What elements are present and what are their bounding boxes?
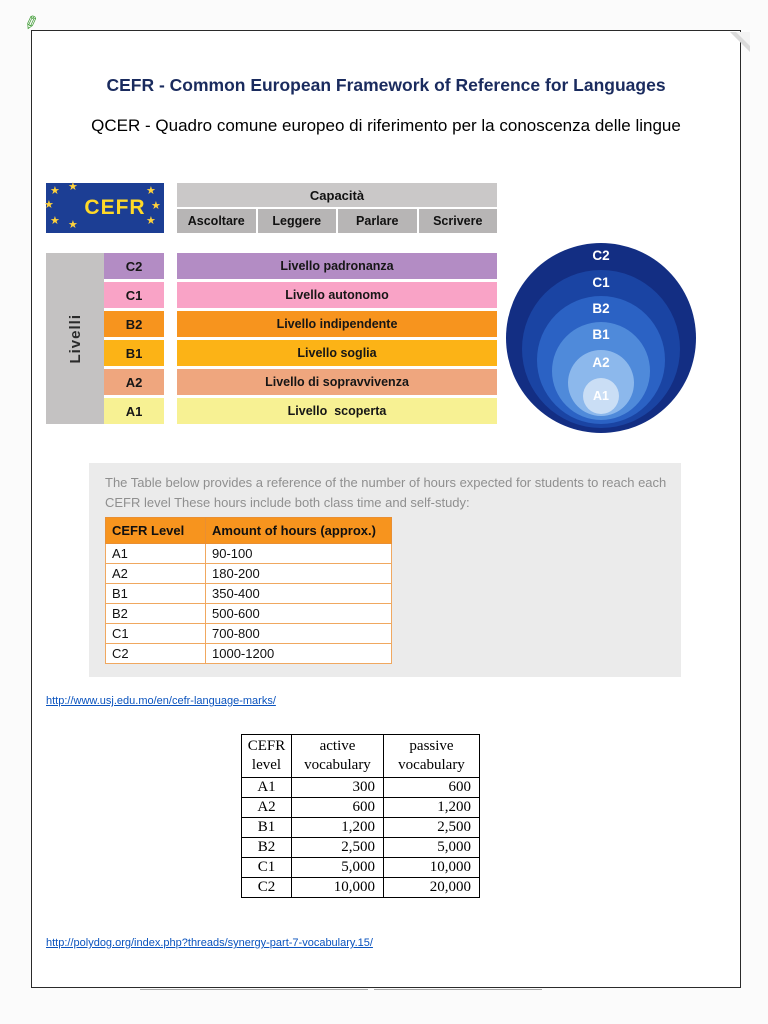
level-label: Livello indipendente (177, 311, 497, 337)
capacita-table (177, 183, 497, 233)
capacita-col-leggere: Leggere (258, 209, 337, 233)
ring-label: C2 (592, 248, 610, 263)
scan-artifact-line (374, 989, 542, 990)
hours-header-row (106, 518, 392, 544)
ring-label: A2 (592, 355, 610, 370)
vocab-cell: C1 (242, 857, 292, 877)
level-row (104, 369, 497, 395)
hours-cell: 180-200 (206, 564, 392, 584)
hours-row (106, 584, 392, 604)
star-icon: ★ (44, 199, 54, 211)
vocab-header-cell: CEFR level (242, 735, 292, 778)
vocab-row (242, 797, 480, 817)
vocab-row (242, 837, 480, 857)
star-icon: ★ (68, 181, 78, 193)
level-label: Livello soglia (177, 340, 497, 366)
hours-header-cell: Amount of hours (approx.) (206, 518, 392, 544)
vocab-cell: 10,000 (384, 857, 480, 877)
cefr-logo (46, 183, 164, 233)
hours-row (106, 544, 392, 564)
hours-row (106, 644, 392, 664)
vocab-cell: 1,200 (384, 797, 480, 817)
level-label: Livello di sopravvivenza (177, 369, 497, 395)
vocab-row (242, 857, 480, 877)
hours-row (106, 604, 392, 624)
star-icon: ★ (146, 185, 156, 197)
level-code: C2 (104, 253, 164, 279)
livelli-axis-label (46, 253, 104, 424)
vocab-cell: A1 (242, 777, 292, 797)
ring-label: C1 (592, 275, 610, 290)
vocab-header-row (242, 735, 480, 778)
hours-table (105, 517, 392, 664)
polydog-link[interactable]: http://polydog.org/index.php?threads/synergy-part-7-vocabulary.15/ (46, 937, 373, 949)
hours-panel (89, 463, 681, 677)
vocab-cell: 300 (292, 777, 384, 797)
vocab-cell: 20,000 (384, 877, 480, 897)
star-icon: ★ (146, 215, 156, 227)
level-label: Livello scoperta (177, 398, 497, 424)
star-icon: ★ (151, 200, 161, 212)
annotation-pen-icon: ✎ (20, 11, 42, 36)
vocab-cell: 2,500 (384, 817, 480, 837)
hours-row (106, 564, 392, 584)
hours-cell: B2 (106, 604, 206, 624)
star-icon: ★ (50, 215, 60, 227)
vocab-cell: 600 (384, 777, 480, 797)
level-row (104, 340, 497, 366)
usj-link[interactable]: http://www.usj.edu.mo/en/cefr-language-marks/ (46, 695, 276, 707)
hours-cell: B1 (106, 584, 206, 604)
hours-header-cell: CEFR Level (106, 518, 206, 544)
capacita-col-parlare: Parlare (338, 209, 417, 233)
page-subtitle: QCER - Quadro comune europeo di riferimento per la conoscenza delle lingue (91, 116, 681, 135)
ring-label: B2 (592, 301, 610, 316)
vocab-cell: 2,500 (292, 837, 384, 857)
level-label: Livello autonomo (177, 282, 497, 308)
level-ring-a1 (583, 378, 619, 414)
vocab-row (242, 777, 480, 797)
cefr-logo-text: CEFR (84, 196, 146, 219)
vocab-header-cell: active vocabulary (292, 735, 384, 778)
hours-cell: 350-400 (206, 584, 392, 604)
vocab-row (242, 877, 480, 897)
vocabulary-table (241, 734, 480, 898)
hours-cell: 1000-1200 (206, 644, 392, 664)
level-code: A1 (104, 398, 164, 424)
document-page (20, 11, 741, 988)
capacita-header: Capacità (177, 183, 497, 207)
level-code: C1 (104, 282, 164, 308)
capacita-col-ascoltare: Ascoltare (177, 209, 256, 233)
vocab-cell: B2 (242, 837, 292, 857)
vocab-cell: C2 (242, 877, 292, 897)
level-code: B2 (104, 311, 164, 337)
star-icon: ★ (50, 185, 60, 197)
livelli-text: Livelli (66, 313, 84, 364)
vocab-cell: 5,000 (384, 837, 480, 857)
page-title: CEFR - Common European Framework of Reference for Languages (106, 75, 666, 95)
scan-artifact-line (140, 989, 368, 990)
ring-label: B1 (592, 327, 610, 342)
hours-cell: A2 (106, 564, 206, 584)
vocab-cell: 10,000 (292, 877, 384, 897)
level-row (104, 398, 497, 424)
levels-table (104, 253, 497, 424)
cefr-levels-diagram (506, 243, 696, 433)
vocab-cell: A2 (242, 797, 292, 817)
level-code: B1 (104, 340, 164, 366)
page-curl-icon (736, 32, 750, 46)
hours-cell: 500-600 (206, 604, 392, 624)
hours-cell: 700-800 (206, 624, 392, 644)
hours-cell: 90-100 (206, 544, 392, 564)
hours-cell: C1 (106, 624, 206, 644)
vocab-header-cell: passive vocabulary (384, 735, 480, 778)
vocab-cell: 600 (292, 797, 384, 817)
level-code: A2 (104, 369, 164, 395)
ring-label: A1 (593, 389, 609, 403)
hours-row (106, 624, 392, 644)
capacita-col-scrivere: Scrivere (419, 209, 498, 233)
level-row (104, 282, 497, 308)
hours-cell: C2 (106, 644, 206, 664)
vocab-cell: B1 (242, 817, 292, 837)
vocab-cell: 5,000 (292, 857, 384, 877)
star-icon: ★ (68, 219, 78, 231)
level-row (104, 311, 497, 337)
level-label: Livello padronanza (177, 253, 497, 279)
level-row (104, 253, 497, 279)
vocab-cell: 1,200 (292, 817, 384, 837)
hours-cell: A1 (106, 544, 206, 564)
capacita-columns (177, 209, 497, 233)
hours-description: The Table below provides a reference of the number of hours expected for students to reach each CEFR level These hours include both class time and self-study: (105, 475, 667, 510)
vocab-row (242, 817, 480, 837)
